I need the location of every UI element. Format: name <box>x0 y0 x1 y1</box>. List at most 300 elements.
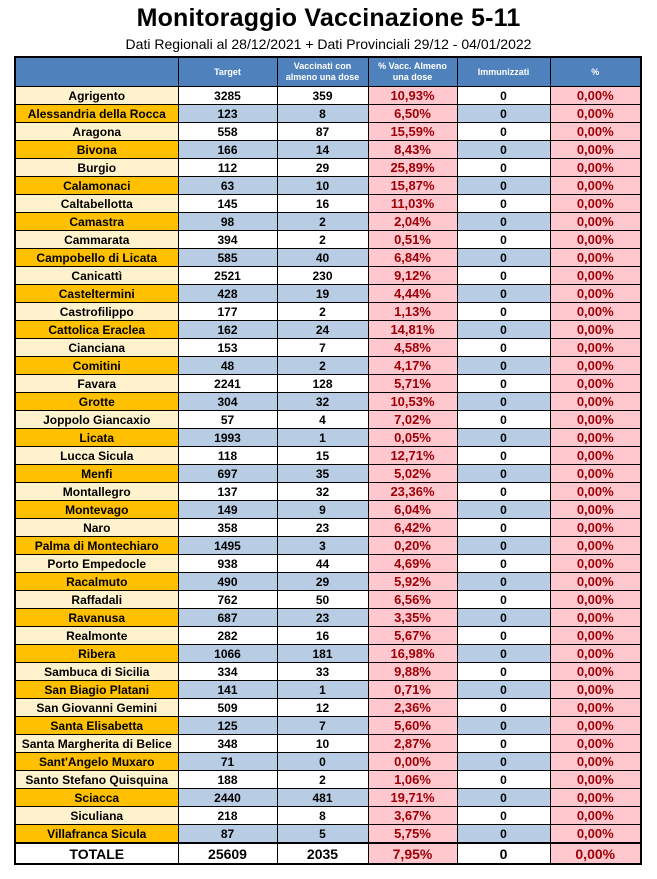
pct-cell: 0,00% <box>550 177 641 195</box>
municipality-name: Caltabellotta <box>15 195 178 213</box>
municipality-name: Sambuca di Sicilia <box>15 663 178 681</box>
vaccinated-cell: 23 <box>277 519 368 537</box>
pct-vacc-cell: 6,50% <box>368 105 457 123</box>
immunized-cell: 0 <box>457 195 550 213</box>
pct-cell: 0,00% <box>550 465 641 483</box>
target-cell: 145 <box>178 195 277 213</box>
target-cell: 87 <box>178 825 277 844</box>
pct-cell: 0,00% <box>550 87 641 105</box>
vaccinated-cell: 14 <box>277 141 368 159</box>
pct-vacc-cell: 6,84% <box>368 249 457 267</box>
table-row <box>15 249 641 267</box>
table-row <box>15 267 641 285</box>
pct-vacc-cell: 5,92% <box>368 573 457 591</box>
vaccinated-cell: 7 <box>277 717 368 735</box>
target-cell: 1495 <box>178 537 277 555</box>
table-row <box>15 465 641 483</box>
immunized-cell: 0 <box>457 357 550 375</box>
municipality-name: Cattolica Eraclea <box>15 321 178 339</box>
target-cell: 153 <box>178 339 277 357</box>
pct-cell: 0,00% <box>550 267 641 285</box>
pct-vacc-cell: 6,04% <box>368 501 457 519</box>
immunized-cell: 0 <box>457 501 550 519</box>
pct-cell: 0,00% <box>550 231 641 249</box>
immunized-cell: 0 <box>457 609 550 627</box>
pct-cell: 0,00% <box>550 501 641 519</box>
immunized-cell: 0 <box>457 537 550 555</box>
pct-vacc-cell: 16,98% <box>368 645 457 663</box>
vaccinated-cell: 23 <box>277 609 368 627</box>
pct-vacc-cell: 8,43% <box>368 141 457 159</box>
pct-vacc-cell: 25,89% <box>368 159 457 177</box>
target-cell: 1066 <box>178 645 277 663</box>
immunized-cell: 0 <box>457 645 550 663</box>
pct-vacc-cell: 3,35% <box>368 609 457 627</box>
pct-cell: 0,00% <box>550 375 641 393</box>
immunized-cell: 0 <box>457 87 550 105</box>
municipality-name: Naro <box>15 519 178 537</box>
municipality-name: Lucca Sicula <box>15 447 178 465</box>
target-cell: 98 <box>178 213 277 231</box>
total-vaccinated: 2035 <box>277 843 368 864</box>
pct-cell: 0,00% <box>550 573 641 591</box>
municipality-name: Calamonaci <box>15 177 178 195</box>
target-cell: 71 <box>178 753 277 771</box>
header-vaccinated: Vaccinati con almeno una dose <box>277 57 368 87</box>
pct-vacc-cell: 9,88% <box>368 663 457 681</box>
vaccinated-cell: 44 <box>277 555 368 573</box>
total-immunized: 0 <box>457 843 550 864</box>
page-title: Monitoraggio Vaccinazione 5-11 <box>136 4 521 32</box>
table-row <box>15 393 641 411</box>
immunized-cell: 0 <box>457 663 550 681</box>
pct-vacc-cell: 0,00% <box>368 753 457 771</box>
vaccinated-cell: 9 <box>277 501 368 519</box>
pct-vacc-cell: 4,69% <box>368 555 457 573</box>
table-row <box>15 339 641 357</box>
header-immunized: Immunizzati <box>457 57 550 87</box>
pct-cell: 0,00% <box>550 699 641 717</box>
pct-cell: 0,00% <box>550 105 641 123</box>
table-row <box>15 825 641 844</box>
immunized-cell: 0 <box>457 321 550 339</box>
municipality-name: Montevago <box>15 501 178 519</box>
vaccinated-cell: 32 <box>277 393 368 411</box>
pct-vacc-cell: 15,59% <box>368 123 457 141</box>
municipality-name: Favara <box>15 375 178 393</box>
pct-vacc-cell: 5,02% <box>368 465 457 483</box>
immunized-cell: 0 <box>457 303 550 321</box>
immunized-cell: 0 <box>457 159 550 177</box>
municipality-name: Campobello di Licata <box>15 249 178 267</box>
municipality-name: Camastra <box>15 213 178 231</box>
target-cell: 509 <box>178 699 277 717</box>
vaccinated-cell: 230 <box>277 267 368 285</box>
total-row <box>15 843 641 864</box>
total-label: TOTALE <box>15 843 178 864</box>
table-row <box>15 627 641 645</box>
vaccinated-cell: 0 <box>277 753 368 771</box>
table-row <box>15 123 641 141</box>
header-target: Target <box>178 57 277 87</box>
immunized-cell: 0 <box>457 519 550 537</box>
pct-cell: 0,00% <box>550 159 641 177</box>
municipality-name: Licata <box>15 429 178 447</box>
pct-vacc-cell: 4,17% <box>368 357 457 375</box>
vaccinated-cell: 24 <box>277 321 368 339</box>
target-cell: 394 <box>178 231 277 249</box>
target-cell: 358 <box>178 519 277 537</box>
immunized-cell: 0 <box>457 771 550 789</box>
immunized-cell: 0 <box>457 411 550 429</box>
municipality-name: Casteltermini <box>15 285 178 303</box>
target-cell: 2440 <box>178 789 277 807</box>
municipality-name: Cianciana <box>15 339 178 357</box>
target-cell: 585 <box>178 249 277 267</box>
pct-cell: 0,00% <box>550 771 641 789</box>
immunized-cell: 0 <box>457 285 550 303</box>
municipality-name: Santa Margherita di Belice <box>15 735 178 753</box>
municipality-name: Burgio <box>15 159 178 177</box>
pct-vacc-cell: 12,71% <box>368 447 457 465</box>
target-cell: 177 <box>178 303 277 321</box>
table-row <box>15 753 641 771</box>
pct-vacc-cell: 5,67% <box>368 627 457 645</box>
immunized-cell: 0 <box>457 681 550 699</box>
pct-vacc-cell: 2,87% <box>368 735 457 753</box>
pct-vacc-cell: 10,93% <box>368 87 457 105</box>
vaccinated-cell: 29 <box>277 573 368 591</box>
table-row <box>15 447 641 465</box>
pct-cell: 0,00% <box>550 393 641 411</box>
table-row <box>15 285 641 303</box>
pct-vacc-cell: 0,71% <box>368 681 457 699</box>
target-cell: 162 <box>178 321 277 339</box>
target-cell: 118 <box>178 447 277 465</box>
target-cell: 687 <box>178 609 277 627</box>
pct-cell: 0,00% <box>550 789 641 807</box>
pct-vacc-cell: 4,58% <box>368 339 457 357</box>
total-pct: 0,00% <box>550 843 641 864</box>
pct-cell: 0,00% <box>550 645 641 663</box>
pct-cell: 0,00% <box>550 681 641 699</box>
vaccinated-cell: 16 <box>277 195 368 213</box>
municipality-name: Ravanusa <box>15 609 178 627</box>
table-row <box>15 303 641 321</box>
immunized-cell: 0 <box>457 465 550 483</box>
pct-vacc-cell: 9,12% <box>368 267 457 285</box>
immunized-cell: 0 <box>457 213 550 231</box>
municipality-name: Ribera <box>15 645 178 663</box>
pct-cell: 0,00% <box>550 807 641 825</box>
table-row <box>15 771 641 789</box>
immunized-cell: 0 <box>457 483 550 501</box>
table-row <box>15 357 641 375</box>
municipality-name: Canicattì <box>15 267 178 285</box>
immunized-cell: 0 <box>457 249 550 267</box>
vaccinated-cell: 2 <box>277 213 368 231</box>
immunized-cell: 0 <box>457 393 550 411</box>
municipality-name: Bivona <box>15 141 178 159</box>
immunized-cell: 0 <box>457 429 550 447</box>
immunized-cell: 0 <box>457 375 550 393</box>
vaccinated-cell: 32 <box>277 483 368 501</box>
municipality-name: Grotte <box>15 393 178 411</box>
header-pct: % <box>550 57 641 87</box>
pct-vacc-cell: 11,03% <box>368 195 457 213</box>
table-row <box>15 699 641 717</box>
vaccinated-cell: 2 <box>277 231 368 249</box>
pct-vacc-cell: 5,60% <box>368 717 457 735</box>
vaccinated-cell: 4 <box>277 411 368 429</box>
target-cell: 697 <box>178 465 277 483</box>
vaccinated-cell: 2 <box>277 771 368 789</box>
table-row <box>15 735 641 753</box>
immunized-cell: 0 <box>457 627 550 645</box>
vaccinated-cell: 481 <box>277 789 368 807</box>
pct-cell: 0,00% <box>550 357 641 375</box>
immunized-cell: 0 <box>457 105 550 123</box>
vaccinated-cell: 2 <box>277 303 368 321</box>
target-cell: 125 <box>178 717 277 735</box>
immunized-cell: 0 <box>457 735 550 753</box>
municipality-name: Porto Empedocle <box>15 555 178 573</box>
municipality-name: San Biagio Platani <box>15 681 178 699</box>
municipality-name: Cammarata <box>15 231 178 249</box>
municipality-name: Joppolo Giancaxio <box>15 411 178 429</box>
target-cell: 304 <box>178 393 277 411</box>
target-cell: 1993 <box>178 429 277 447</box>
immunized-cell: 0 <box>457 339 550 357</box>
pct-vacc-cell: 14,81% <box>368 321 457 339</box>
table-row <box>15 375 641 393</box>
immunized-cell: 0 <box>457 789 550 807</box>
pct-vacc-cell: 10,53% <box>368 393 457 411</box>
target-cell: 282 <box>178 627 277 645</box>
municipality-name: Raffadali <box>15 591 178 609</box>
vaccinated-cell: 15 <box>277 447 368 465</box>
municipality-name: Menfi <box>15 465 178 483</box>
target-cell: 112 <box>178 159 277 177</box>
immunized-cell: 0 <box>457 699 550 717</box>
municipality-name: Sciacca <box>15 789 178 807</box>
vaccinated-cell: 2 <box>277 357 368 375</box>
pct-vacc-cell: 5,75% <box>368 825 457 844</box>
vaccinated-cell: 29 <box>277 159 368 177</box>
pct-vacc-cell: 0,51% <box>368 231 457 249</box>
vaccinated-cell: 181 <box>277 645 368 663</box>
immunized-cell: 0 <box>457 807 550 825</box>
pct-vacc-cell: 7,02% <box>368 411 457 429</box>
pct-cell: 0,00% <box>550 519 641 537</box>
pct-cell: 0,00% <box>550 591 641 609</box>
immunized-cell: 0 <box>457 267 550 285</box>
immunized-cell: 0 <box>457 591 550 609</box>
immunized-cell: 0 <box>457 141 550 159</box>
table-body <box>15 87 641 844</box>
pct-cell: 0,00% <box>550 717 641 735</box>
total-target: 25609 <box>178 843 277 864</box>
target-cell: 137 <box>178 483 277 501</box>
vaccinated-cell: 8 <box>277 105 368 123</box>
municipality-name: Agrigento <box>15 87 178 105</box>
pct-cell: 0,00% <box>550 321 641 339</box>
table-row <box>15 411 641 429</box>
target-cell: 3285 <box>178 87 277 105</box>
table-row <box>15 501 641 519</box>
table-row <box>15 213 641 231</box>
pct-vacc-cell: 0,20% <box>368 537 457 555</box>
pct-vacc-cell: 6,56% <box>368 591 457 609</box>
pct-cell: 0,00% <box>550 555 641 573</box>
vaccinated-cell: 1 <box>277 681 368 699</box>
pct-cell: 0,00% <box>550 663 641 681</box>
immunized-cell: 0 <box>457 447 550 465</box>
pct-vacc-cell: 3,67% <box>368 807 457 825</box>
pct-cell: 0,00% <box>550 285 641 303</box>
target-cell: 218 <box>178 807 277 825</box>
table-row <box>15 321 641 339</box>
target-cell: 166 <box>178 141 277 159</box>
table-row <box>15 177 641 195</box>
vaccinated-cell: 50 <box>277 591 368 609</box>
vaccination-table <box>14 56 642 865</box>
table-row <box>15 159 641 177</box>
pct-cell: 0,00% <box>550 339 641 357</box>
target-cell: 149 <box>178 501 277 519</box>
municipality-name: Comitini <box>15 357 178 375</box>
pct-vacc-cell: 1,06% <box>368 771 457 789</box>
municipality-name: Aragona <box>15 123 178 141</box>
target-cell: 428 <box>178 285 277 303</box>
pct-vacc-cell: 6,42% <box>368 519 457 537</box>
pct-cell: 0,00% <box>550 537 641 555</box>
vaccinated-cell: 128 <box>277 375 368 393</box>
vaccinated-cell: 35 <box>277 465 368 483</box>
page-subtitle: Dati Regionali al 28/12/2021 + Dati Provinciali 29/12 - 04/01/2022 <box>125 36 532 52</box>
vaccinated-cell: 19 <box>277 285 368 303</box>
target-cell: 123 <box>178 105 277 123</box>
vaccinated-cell: 40 <box>277 249 368 267</box>
table-row <box>15 807 641 825</box>
table-row <box>15 195 641 213</box>
pct-cell: 0,00% <box>550 249 641 267</box>
table-row <box>15 87 641 105</box>
municipality-name: Castrofilippo <box>15 303 178 321</box>
table-row <box>15 105 641 123</box>
immunized-cell: 0 <box>457 573 550 591</box>
municipality-name: San Giovanni Gemini <box>15 699 178 717</box>
pct-cell: 0,00% <box>550 303 641 321</box>
pct-cell: 0,00% <box>550 123 641 141</box>
target-cell: 348 <box>178 735 277 753</box>
municipality-name: Realmonte <box>15 627 178 645</box>
target-cell: 2521 <box>178 267 277 285</box>
pct-cell: 0,00% <box>550 825 641 844</box>
pct-cell: 0,00% <box>550 627 641 645</box>
pct-cell: 0,00% <box>550 195 641 213</box>
pct-vacc-cell: 15,87% <box>368 177 457 195</box>
table-row <box>15 231 641 249</box>
target-cell: 48 <box>178 357 277 375</box>
immunized-cell: 0 <box>457 123 550 141</box>
pct-cell: 0,00% <box>550 447 641 465</box>
pct-vacc-cell: 5,71% <box>368 375 457 393</box>
immunized-cell: 0 <box>457 717 550 735</box>
table-row <box>15 519 641 537</box>
pct-cell: 0,00% <box>550 735 641 753</box>
municipality-name: Siculiana <box>15 807 178 825</box>
table-row <box>15 645 641 663</box>
table-row <box>15 429 641 447</box>
municipality-name: Villafranca Sicula <box>15 825 178 844</box>
pct-cell: 0,00% <box>550 141 641 159</box>
immunized-cell: 0 <box>457 231 550 249</box>
vaccinated-cell: 16 <box>277 627 368 645</box>
vaccinated-cell: 87 <box>277 123 368 141</box>
vaccinated-cell: 359 <box>277 87 368 105</box>
header-pct-vacc: % Vacc. Almeno una dose <box>368 57 457 87</box>
header-name <box>15 57 178 87</box>
table-row <box>15 141 641 159</box>
target-cell: 57 <box>178 411 277 429</box>
pct-cell: 0,00% <box>550 609 641 627</box>
target-cell: 938 <box>178 555 277 573</box>
pct-vacc-cell: 23,36% <box>368 483 457 501</box>
target-cell: 63 <box>178 177 277 195</box>
target-cell: 334 <box>178 663 277 681</box>
table-row <box>15 681 641 699</box>
table-row <box>15 483 641 501</box>
vaccinated-cell: 1 <box>277 429 368 447</box>
vaccinated-cell: 8 <box>277 807 368 825</box>
pct-vacc-cell: 4,44% <box>368 285 457 303</box>
table-row <box>15 789 641 807</box>
table-row <box>15 663 641 681</box>
pct-cell: 0,00% <box>550 429 641 447</box>
target-cell: 490 <box>178 573 277 591</box>
vaccinated-cell: 33 <box>277 663 368 681</box>
immunized-cell: 0 <box>457 555 550 573</box>
target-cell: 141 <box>178 681 277 699</box>
pct-cell: 0,00% <box>550 213 641 231</box>
target-cell: 762 <box>178 591 277 609</box>
immunized-cell: 0 <box>457 177 550 195</box>
pct-cell: 0,00% <box>550 411 641 429</box>
pct-cell: 0,00% <box>550 483 641 501</box>
municipality-name: Palma di Montechiaro <box>15 537 178 555</box>
pct-vacc-cell: 2,04% <box>368 213 457 231</box>
vaccinated-cell: 5 <box>277 825 368 844</box>
table-row <box>15 591 641 609</box>
municipality-name: Santo Stefano Quisquina <box>15 771 178 789</box>
table-row <box>15 717 641 735</box>
municipality-name: Racalmuto <box>15 573 178 591</box>
table-row <box>15 537 641 555</box>
vaccinated-cell: 10 <box>277 177 368 195</box>
target-cell: 188 <box>178 771 277 789</box>
vaccinated-cell: 7 <box>277 339 368 357</box>
vaccinated-cell: 12 <box>277 699 368 717</box>
vaccinated-cell: 10 <box>277 735 368 753</box>
immunized-cell: 0 <box>457 753 550 771</box>
table-row <box>15 609 641 627</box>
table-header-row <box>15 57 641 87</box>
immunized-cell: 0 <box>457 825 550 844</box>
municipality-name: Montallegro <box>15 483 178 501</box>
municipality-name: Alessandria della Rocca <box>15 105 178 123</box>
table-row <box>15 555 641 573</box>
